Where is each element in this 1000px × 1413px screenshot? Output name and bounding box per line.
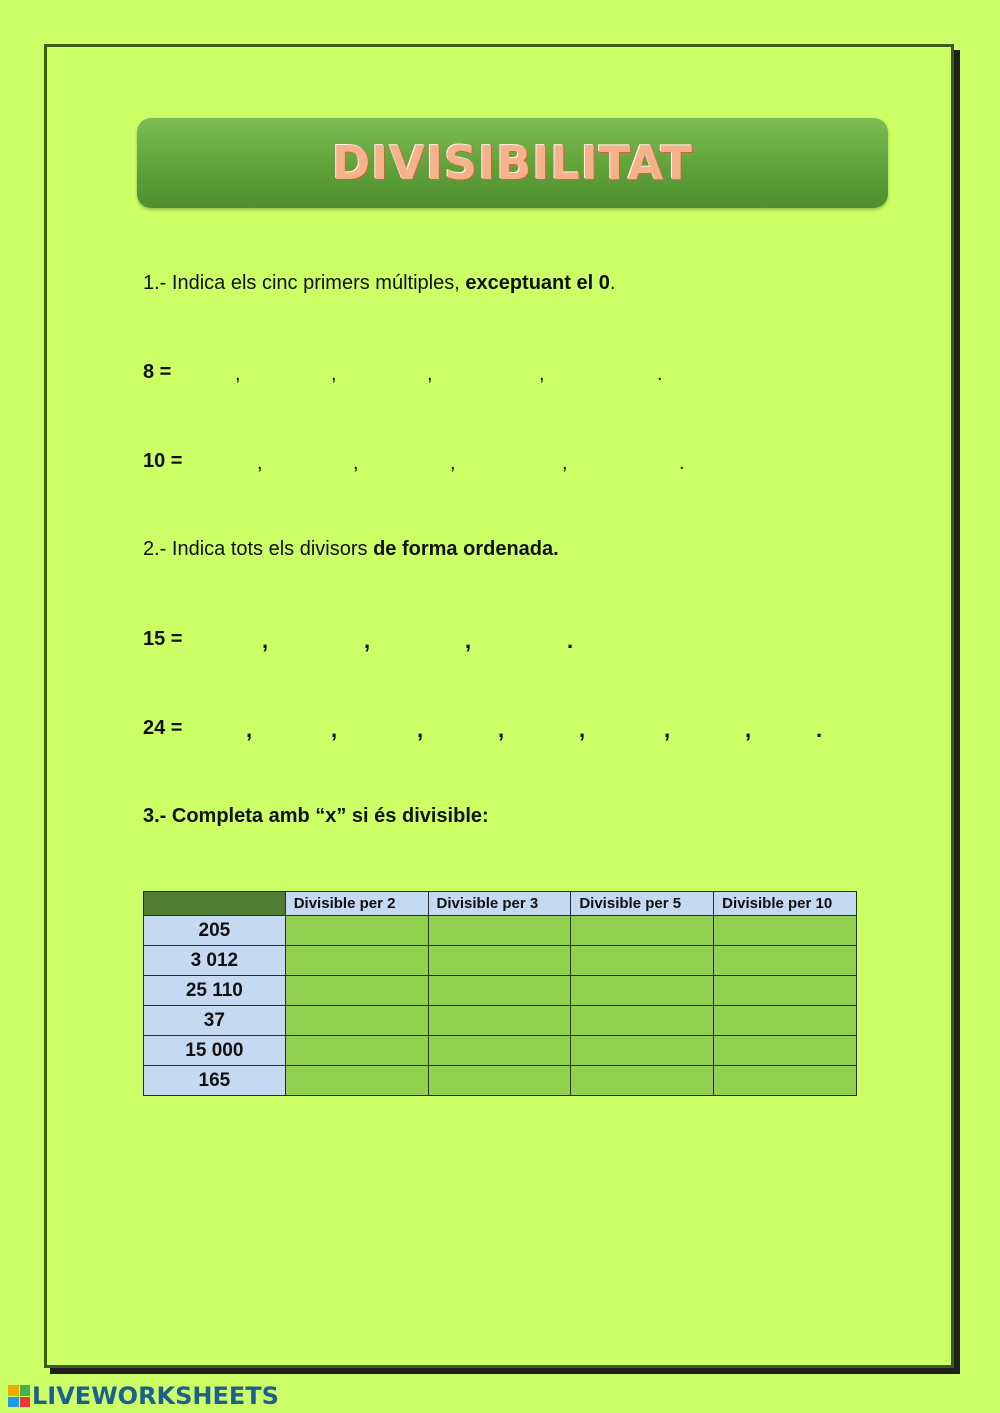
- comma: ,: [745, 717, 752, 742]
- table-row: [144, 976, 857, 1006]
- answer-cell[interactable]: [714, 1006, 857, 1036]
- divisibility-table: [143, 891, 857, 1096]
- answer-cell[interactable]: [285, 1006, 428, 1036]
- comma: ,: [353, 452, 359, 474]
- multiples-10-label: 10 =: [143, 450, 183, 472]
- comma: ,: [579, 717, 586, 742]
- answer-cell[interactable]: [428, 1066, 571, 1096]
- answer-cell[interactable]: [428, 1036, 571, 1066]
- title-banner: [137, 118, 888, 208]
- answer-cell[interactable]: [428, 946, 571, 976]
- answer-cell[interactable]: [285, 946, 428, 976]
- liveworksheets-brand: [8, 1381, 279, 1411]
- question-1-text: 1.- Indica els cinc primers múltiples,: [143, 272, 466, 294]
- row-number: 205: [144, 916, 286, 946]
- row-number: 165: [144, 1066, 286, 1096]
- question-1-end: .: [609, 272, 616, 294]
- table-row: [144, 1066, 857, 1096]
- comma: ,: [262, 628, 269, 653]
- answer-cell[interactable]: [714, 1036, 857, 1066]
- answer-cell[interactable]: [428, 1006, 571, 1036]
- question-2-bold: de forma ordenada.: [373, 538, 559, 560]
- table-row: [144, 1006, 857, 1036]
- question-3: 3.- Completa amb “x” si és divisible:: [143, 805, 489, 827]
- comma: ,: [246, 717, 253, 742]
- question-2: [143, 538, 559, 561]
- page-title: DIVISIBILITAT: [331, 136, 694, 190]
- table-row: [144, 916, 857, 946]
- row-number: 25 110: [144, 976, 286, 1006]
- liveworksheets-logo-icon: [8, 1385, 30, 1407]
- table-corner-cell: [144, 892, 286, 916]
- comma: ,: [364, 628, 371, 653]
- period: .: [679, 452, 685, 474]
- worksheet-frame: [44, 44, 954, 1368]
- answer-cell[interactable]: [571, 946, 714, 976]
- comma: ,: [664, 717, 671, 742]
- comma: ,: [539, 363, 545, 385]
- period: .: [816, 717, 823, 742]
- comma: ,: [465, 628, 472, 653]
- answer-cell[interactable]: [285, 1066, 428, 1096]
- answer-cell[interactable]: [428, 976, 571, 1006]
- answer-cell[interactable]: [285, 1036, 428, 1066]
- answer-cell[interactable]: [428, 916, 571, 946]
- comma: ,: [450, 452, 456, 474]
- answer-cell[interactable]: [571, 1066, 714, 1096]
- divisors-15-label: 15 =: [143, 628, 183, 650]
- question-2-text: 2.- Indica tots els divisors: [143, 538, 374, 560]
- row-number: 15 000: [144, 1036, 286, 1066]
- answer-cell[interactable]: [714, 946, 857, 976]
- answer-cell[interactable]: [714, 1066, 857, 1096]
- answer-cell[interactable]: [571, 1006, 714, 1036]
- table-row: [144, 1036, 857, 1066]
- answer-cell[interactable]: [285, 916, 428, 946]
- comma: ,: [562, 452, 568, 474]
- answer-cell[interactable]: [714, 916, 857, 946]
- comma: ,: [498, 717, 505, 742]
- answer-cell[interactable]: [714, 976, 857, 1006]
- comma: ,: [427, 363, 433, 385]
- answer-cell[interactable]: [571, 916, 714, 946]
- period: .: [567, 628, 574, 653]
- table-row: [144, 946, 857, 976]
- answer-cell[interactable]: [571, 976, 714, 1006]
- answer-cell[interactable]: [571, 1036, 714, 1066]
- comma: ,: [331, 717, 338, 742]
- divisors-24-label: 24 =: [143, 717, 183, 739]
- table-header-row: [144, 892, 857, 916]
- column-header: Divisible per 10: [714, 892, 857, 916]
- comma: ,: [257, 452, 263, 474]
- row-number: 37: [144, 1006, 286, 1036]
- question-1-bold: exceptuant el 0: [465, 272, 610, 294]
- comma: ,: [331, 363, 337, 385]
- multiples-8-label: 8 =: [143, 361, 172, 383]
- comma: ,: [417, 717, 424, 742]
- column-header: Divisible per 3: [428, 892, 571, 916]
- question-1: [143, 272, 615, 295]
- row-number: 3 012: [144, 946, 286, 976]
- column-header: Divisible per 2: [285, 892, 428, 916]
- column-header: Divisible per 5: [571, 892, 714, 916]
- brand-text: LIVEWORKSHEETS: [32, 1382, 279, 1410]
- answer-cell[interactable]: [285, 976, 428, 1006]
- comma: ,: [235, 363, 241, 385]
- period: .: [657, 363, 663, 385]
